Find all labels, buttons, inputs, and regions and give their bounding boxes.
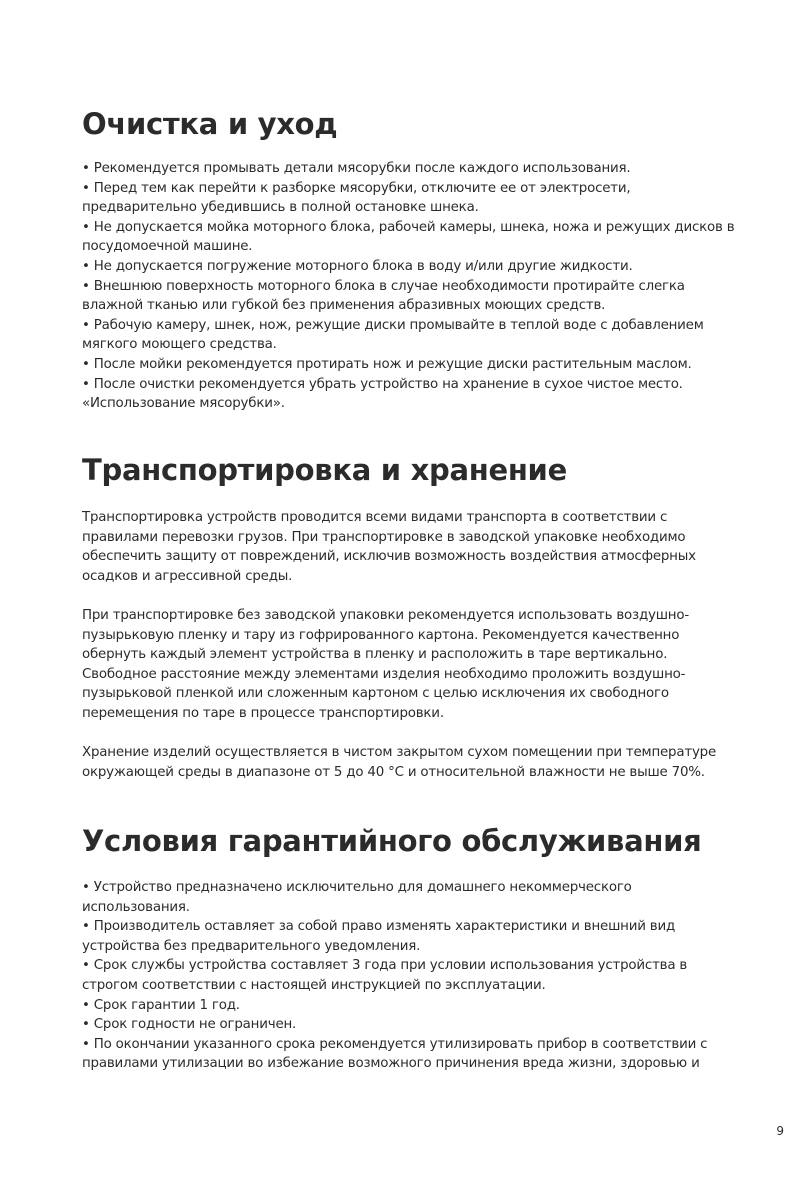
text-line: использования. xyxy=(82,899,190,915)
text-line: При транспортировке без заводской упаковки рекомендуется использовать воздушно- xyxy=(82,607,689,623)
text-line: • Рекомендуется промывать детали мясорубки после каждого использования. xyxy=(82,161,631,176)
text-line: Свободное расстояние между элементами изделия необходимо проложить воздушно- xyxy=(82,666,686,682)
text-line: • Не допускается погружение моторного блока в воду и/или другие жидкости. xyxy=(82,258,633,274)
text-line: посудомоечной машине. xyxy=(82,239,253,255)
text-line: строгом соответствии с настоящей инструкцией по эксплуатации. xyxy=(82,977,546,993)
text-line: • Устройство предназначено исключительно для домашнего некоммерческого xyxy=(82,880,632,895)
text-line: • Внешнюю поверхность моторного блока в случае необходимости протирайте слегка xyxy=(82,278,685,294)
section-heading: Очистка и уход xyxy=(82,107,338,141)
text-line: мягкого моющего средства. xyxy=(82,337,277,353)
text-line: окружающей среды в диапазоне от 5 до 40 °С и относительной влажности не выше 70%. xyxy=(82,764,705,780)
section-transport-and-storage xyxy=(82,452,742,782)
text-line: «Использование мясорубки». xyxy=(82,396,285,412)
section-cleaning-and-care xyxy=(82,106,742,414)
text-line: предварительно убедившись в полной остановке шнека. xyxy=(82,200,479,216)
text-line: • По окончании указанного срока рекомендуется утилизировать прибор в соответствии с xyxy=(82,1036,708,1052)
section-body xyxy=(82,508,742,782)
text-line: • Не допускается мойка моторного блока, рабочей камеры, шнека, ножа и режущих дисков в xyxy=(82,219,735,235)
text-line: • Перед тем как перейти к разборке мясорубки, отключите ее от электросети, xyxy=(82,180,631,196)
section-body xyxy=(82,878,742,1074)
paragraph xyxy=(82,743,742,782)
text-line: Транспортировка устройств проводится всеми видами транспорта в соответствии с xyxy=(82,510,668,525)
section-heading: Транспортировка и хранение xyxy=(82,453,567,487)
section-warranty-conditions xyxy=(82,823,742,1074)
text-line: перемещения по таре в процессе транспортировки. xyxy=(82,705,444,721)
text-line: пузырьковой пленкой или сложенным картоном с целью исключения их свободного xyxy=(82,686,669,702)
text-line: пузырьковую пленку и тару из гофрированного картона. Рекомендуется качественно xyxy=(82,627,680,643)
section-heading: Условия гарантийного обслуживания xyxy=(82,824,702,858)
text-line: • Рабочую камеру, шнек, нож, режущие диски промывайте в теплой воде с добавлением xyxy=(82,317,704,333)
text-line: • Срок службы устройства составляет 3 года при условии использования устройства в xyxy=(82,958,688,974)
text-line: устройства без предварительного уведомления. xyxy=(82,938,421,954)
page-number: 9 xyxy=(776,1124,784,1138)
text-line: влажной тканью или губкой без применения абразивных моющих средств. xyxy=(82,298,606,314)
section-body xyxy=(82,159,742,414)
text-line: • Срок гарантии 1 год. xyxy=(82,997,240,1013)
text-line: • Производитель оставляет за собой право изменять характеристики и внешний вид xyxy=(82,919,676,935)
text-line: • Срок годности не ограничен. xyxy=(82,1017,297,1033)
text-line: обернуть каждый элемент устройства в пленку и расположить в таре вертикально. xyxy=(82,647,668,663)
text-line: Хранение изделий осуществляется в чистом закрытом сухом помещении при температуре xyxy=(82,745,717,761)
text-line: обеспечить защиту от повреждений, исключив возможность воздействия атмосферных xyxy=(82,549,696,565)
text-line: • После мойки рекомендуется протирать нож и режущие диски растительным маслом. xyxy=(82,356,692,372)
paragraph xyxy=(82,508,742,586)
text-line: осадков и агрессивной среды. xyxy=(82,568,293,584)
text-line: правилами перевозки грузов. При транспортировке в заводской упаковке необходимо xyxy=(82,529,686,545)
text-line: правилами утилизации во избежание возможного причинения вреда жизни, здоровью и xyxy=(82,1056,700,1072)
text-line: • После очистки рекомендуется убрать устройство на хранение в сухое чистое место. xyxy=(82,376,683,392)
paragraph xyxy=(82,606,742,724)
